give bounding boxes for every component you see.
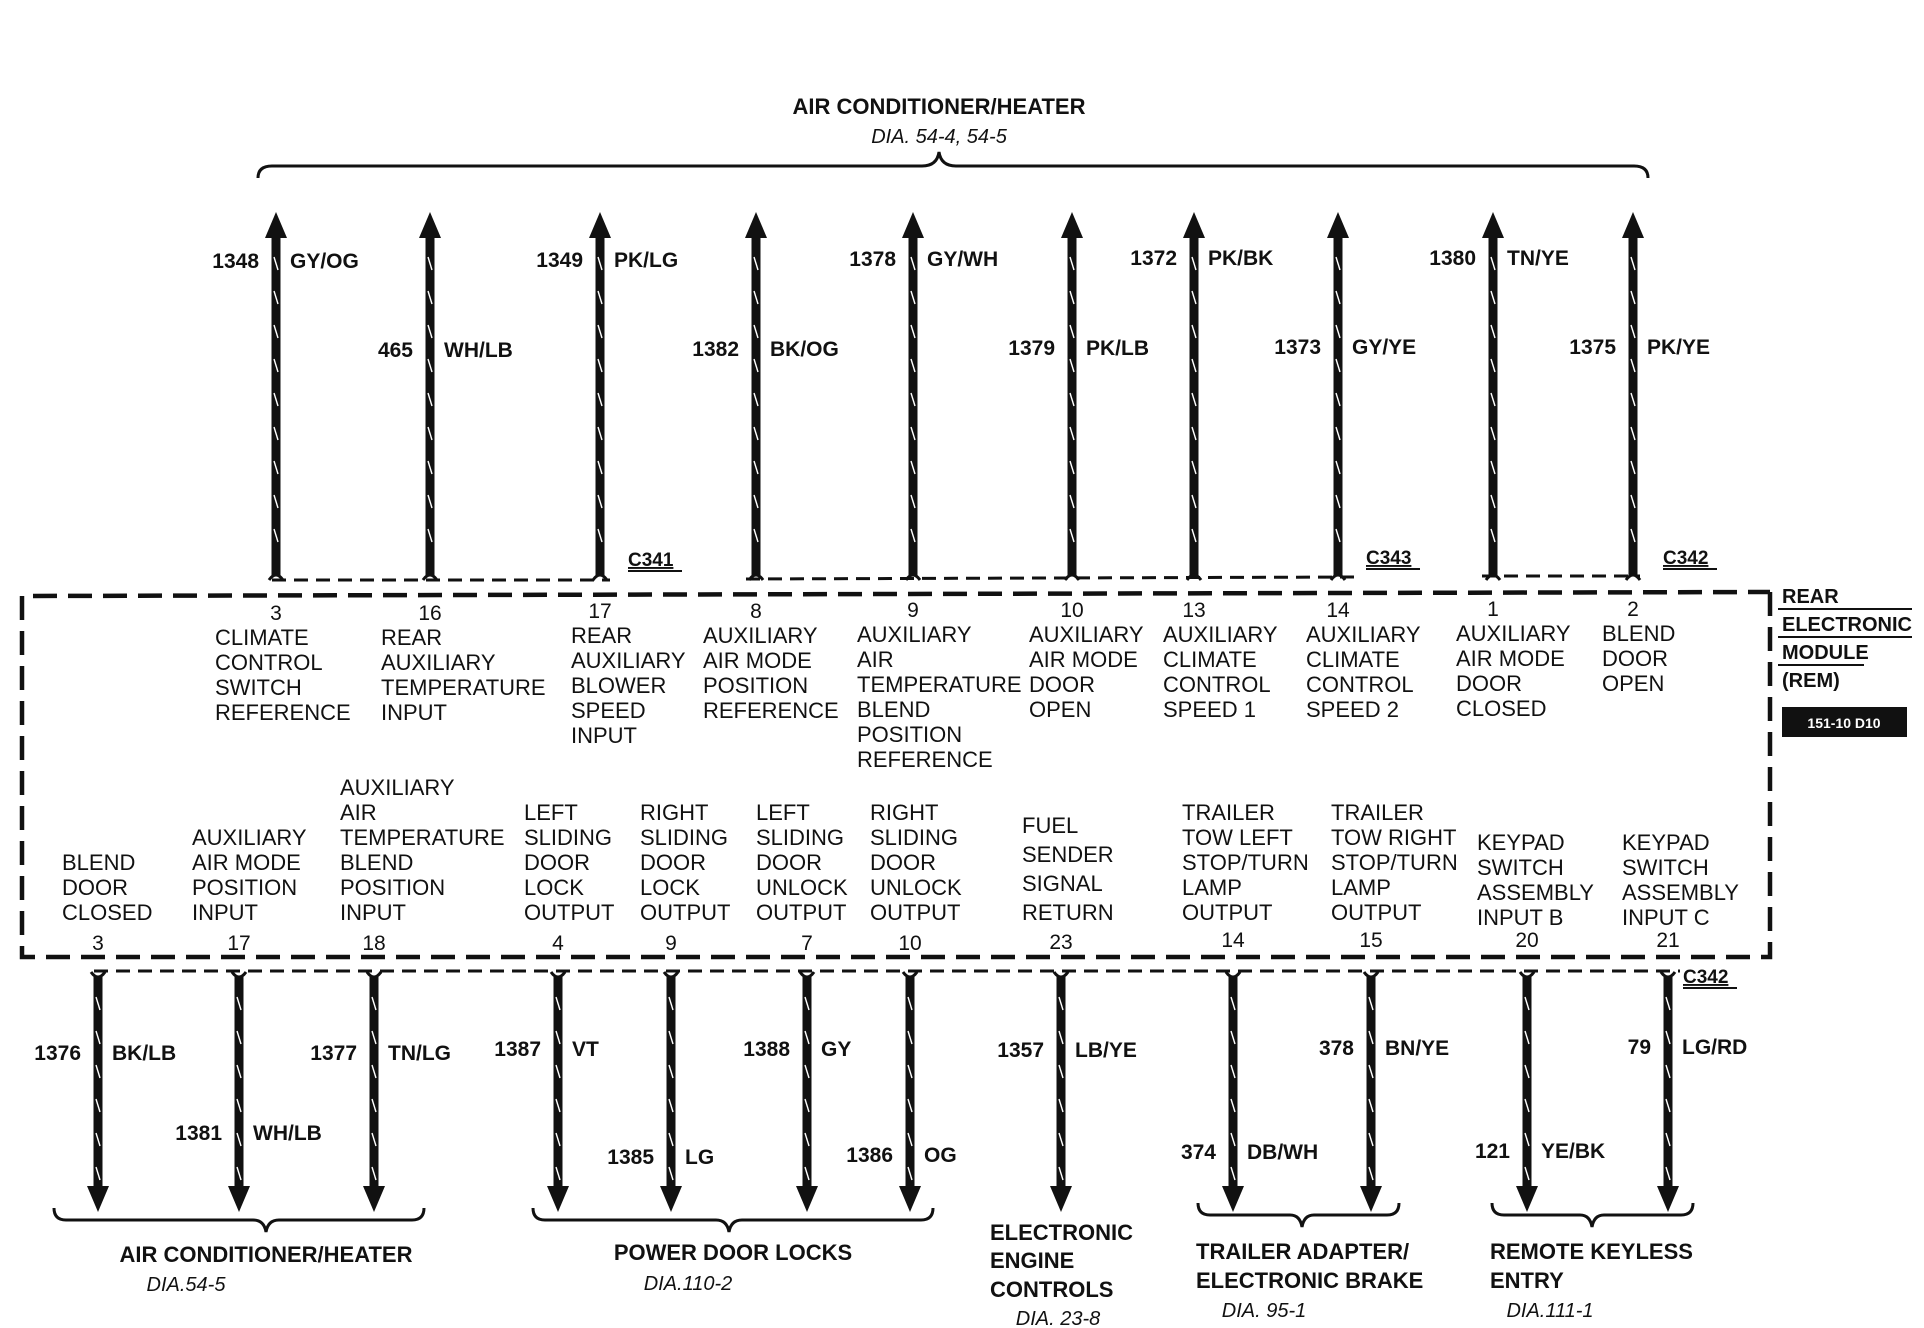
pin-description: OUTPUT [870,900,961,925]
top-wire-1349 [536,212,686,748]
pin-description: ASSEMBLY [1622,880,1739,905]
pin-description: TOW LEFT [1182,825,1293,850]
bottom-wire-1376 [34,850,176,1212]
circuit-number: 1388 [743,1038,790,1061]
wire-arrow [1482,212,1504,238]
bottom-group-1-title: AIR CONDITIONER/HEATER [119,1242,413,1267]
pin-description: SLIDING [756,825,845,850]
pin-description: REAR [381,625,443,650]
pin-description: AUXILIARY [703,623,818,648]
pin-description: SIGNAL [1022,871,1103,896]
circuit-number: 378 [1318,1037,1354,1060]
pin-description: DOOR [1029,672,1095,697]
pin-description: AIR MODE [192,850,301,875]
wire-arrow [228,1186,250,1212]
module-name-line-2: ELECTRONIC [1782,614,1912,636]
bottom-wire-1386 [846,800,962,1212]
pin-description: KEYPAD [1622,830,1710,855]
pin-description: DOOR [640,850,706,875]
bottom-brace-2 [533,1208,933,1232]
pin-description: SENDER [1022,842,1114,867]
wire-color: LB/YE [1075,1039,1137,1062]
module-name-line-4: (REM) [1782,670,1840,692]
wire-color: BK/OG [770,338,839,361]
pin-description: DOOR [870,850,936,875]
pin-number: 10 [1060,599,1084,622]
pin-description: UNLOCK [756,875,848,900]
wire-arrow [547,1186,569,1212]
circuit-number: 1381 [175,1122,222,1145]
pin-description: SWITCH [215,675,302,700]
circuit-number: 1349 [536,249,583,272]
pin-description: RIGHT [870,800,939,825]
connector-c341: C341 [628,550,674,571]
pin-description: INPUT [192,900,258,925]
bottom-group-3-title-1: ELECTRONIC [990,1220,1133,1245]
wire-arrow [796,1186,818,1212]
wire-terminal [593,575,607,580]
pin-description: OPEN [1602,671,1665,696]
pin-description: LAMP [1182,875,1242,900]
pin-description: DOOR [1602,646,1668,671]
connector-c342-top: C342 [1663,548,1709,569]
wire-arrow [1327,212,1349,238]
bottom-wire-1381 [175,825,322,1212]
bottom-wire-1387 [494,800,614,1212]
pin-number: 18 [362,932,386,955]
pin-description: CLIMATE [215,625,309,650]
pin-number: 20 [1515,929,1539,952]
pin-description: LEFT [756,800,810,825]
pin-description: KEYPAD [1477,830,1565,855]
pin-description: INPUT B [1477,905,1564,930]
wire-arrow [87,1186,109,1212]
bottom-wire-1388 [743,800,851,1212]
pin-description: TRAILER [1182,800,1275,825]
wire-color: GY/YE [1352,336,1417,359]
pin-description: AUXILIARY [381,650,496,675]
pin-description: INPUT C [1622,905,1710,930]
wire-color: LG/RD [1682,1036,1748,1059]
wire-arrow [902,212,924,238]
bottom-wire-121 [1475,830,1605,1212]
wire-color: LG [685,1146,715,1169]
bottom-group-3-dia: DIA. 23-8 [1015,1308,1101,1328]
pin-description: SWITCH [1622,855,1709,880]
pin-description: AUXILIARY [1456,621,1571,646]
pin-description: LOCK [524,875,584,900]
pin-description: INPUT [340,900,406,925]
top-group [258,94,1648,178]
bottom-group-2-dia: DIA.110-2 [643,1273,733,1295]
circuit-number: 1357 [997,1039,1044,1062]
pin-number: 1 [1487,598,1499,621]
pin-description: AUXILIARY [571,648,686,673]
pin-description: SWITCH [1477,855,1564,880]
pin-description: FUEL [1022,813,1079,838]
pin-number: 9 [665,932,677,955]
pin-description: AUXILIARY [1306,622,1421,647]
pin-description: CLOSED [1456,696,1547,721]
pin-description: BLEND [1602,621,1676,646]
top-group-title: AIR CONDITIONER/HEATER [792,94,1086,119]
circuit-number: 374 [1180,1141,1216,1164]
pin-number: 21 [1656,929,1680,952]
pin-number: 9 [907,599,919,622]
pin-description: AUXILIARY [340,775,455,800]
wire-color: PK/LG [614,249,679,272]
wire-color: TN/LG [388,1042,451,1065]
wire-color: WH/LB [444,339,513,362]
bottom-brace-5 [1492,1203,1693,1227]
bottom-group-5-title-1: REMOTE KEYLESS [1490,1239,1693,1264]
top-wire-1348 [212,212,359,725]
module-name-line-3: MODULE [1782,642,1869,664]
bottom-wires [34,775,1747,1212]
bottom-wire-79 [1622,830,1747,1212]
wire-color: DB/WH [1247,1141,1319,1164]
bottom-wire-374 [1181,800,1318,1212]
circuit-number: 465 [377,339,413,362]
pin-number: 17 [227,932,251,955]
circuit-number: 1387 [494,1038,541,1061]
bottom-wire-1377 [310,775,504,1212]
bottom-group-1-dia: DIA.54-5 [146,1274,226,1296]
wire-color: GY [821,1038,852,1061]
wire-color: WH/LB [253,1122,322,1145]
pin-number: 23 [1049,931,1073,954]
pin-number: 17 [588,600,612,623]
top-group-dia: DIA. 54-4, 54-5 [871,126,1007,148]
top-group-brace [258,152,1648,178]
pin-description: OUTPUT [524,900,615,925]
pin-description: BLEND [340,850,414,875]
wire-color: TN/YE [1507,247,1569,270]
pin-description: SPEED [571,698,646,723]
pin-description: AUXILIARY [857,622,972,647]
pin-description: REFERENCE [215,700,351,725]
top-wire-1382 [692,212,839,723]
pin-description: POSITION [340,875,446,900]
pin-number: 10 [898,932,922,955]
pin-description: BLEND [62,850,136,875]
pin-description: LEFT [524,800,578,825]
bottom-group-3-title-2: ENGINE [990,1248,1075,1273]
pin-description: SPEED 1 [1163,697,1256,722]
pin-number: 14 [1326,599,1350,622]
connector-c343: C343 [1366,548,1412,569]
pin-description: CLIMATE [1163,647,1257,672]
wire-arrow [363,1186,385,1212]
pin-description: TEMPERATURE [857,672,1022,697]
connector-line-c343 [746,577,1354,579]
wire-terminal [1626,575,1640,580]
top-wire-1372 [1130,212,1278,722]
pin-number: 15 [1359,929,1383,952]
pin-description: SLIDING [524,825,613,850]
pin-description: AIR MODE [703,648,812,673]
bottom-group-5-dia: DIA.111-1 [1506,1300,1594,1322]
pin-description: STOP/TURN [1331,850,1458,875]
pin-description: OUTPUT [640,900,731,925]
circuit-number: 1377 [310,1042,357,1065]
wire-arrow [1050,1186,1072,1212]
pin-description: CONTROL [1163,672,1271,697]
bottom-group-5-title-2: ENTRY [1490,1268,1564,1293]
wire-arrow [1516,1186,1538,1212]
pin-description: POSITION [192,875,298,900]
module-name-line-1: REAR [1782,586,1839,608]
wire-color: BK/LB [112,1042,177,1065]
wire-terminal [1331,575,1345,580]
circuit-number: 1385 [607,1146,654,1169]
pin-description: AIR MODE [1456,646,1565,671]
pin-description: TEMPERATURE [340,825,505,850]
pin-description: AUXILIARY [1029,622,1144,647]
wire-color: PK/YE [1647,336,1711,359]
bottom-group-4-dia: DIA. 95-1 [1221,1300,1307,1322]
circuit-number: 79 [1627,1036,1651,1059]
pin-description: CONTROL [1306,672,1414,697]
circuit-number: 1372 [1130,247,1177,270]
pin-description: ASSEMBLY [1477,880,1594,905]
bottom-group-4-title-1: TRAILER ADAPTER/ [1196,1239,1410,1264]
pin-description: AUXILIARY [192,825,307,850]
pin-description: OUTPUT [756,900,847,925]
pin-description: AUXILIARY [1163,622,1278,647]
wire-arrow [1622,212,1644,238]
wire-color: YE/BK [1541,1140,1606,1163]
wire-arrow [589,212,611,238]
top-wire-1373 [1274,212,1421,722]
pin-number: 13 [1182,599,1206,622]
wire-color: BN/YE [1385,1037,1450,1060]
wire-arrow [745,212,767,238]
top-wire-1375 [1569,212,1710,696]
pin-description: RIGHT [640,800,709,825]
wire-terminal [1065,575,1079,580]
pin-description: TEMPERATURE [381,675,546,700]
pin-description: OUTPUT [1182,900,1273,925]
pin-description: BLOWER [571,673,667,698]
circuit-number: 1380 [1429,247,1476,270]
wire-arrow [265,212,287,238]
pin-description: AIR MODE [1029,647,1138,672]
top-wire-1380 [1429,212,1571,721]
wire-color: VT [572,1038,599,1061]
pin-description: AIR [340,800,377,825]
pin-number: 8 [750,600,762,623]
pin-description: OUTPUT [1331,900,1422,925]
pin-description: RETURN [1022,900,1114,925]
wire-color: GY/WH [927,248,999,271]
pin-number: 2 [1627,598,1639,621]
top-wire-1379 [1008,212,1149,722]
bottom-group-3-title-3: CONTROLS [990,1277,1114,1302]
pin-description: DOOR [1456,671,1522,696]
pin-description: POSITION [703,673,809,698]
module-code: 151-10 D10 [1807,715,1881,731]
bottom-wire-378 [1319,800,1458,1212]
wire-color: PK/LB [1086,337,1149,360]
pin-description: INPUT [571,723,637,748]
pin-description: SPEED 2 [1306,697,1399,722]
pin-description: INPUT [381,700,447,725]
pin-description: UNLOCK [870,875,962,900]
circuit-number: 1376 [34,1042,81,1065]
wire-color: GY/OG [290,250,359,273]
pin-number: 4 [552,932,564,955]
top-wires [212,212,1710,772]
circuit-number: 1386 [846,1144,893,1167]
bottom-wire-1357 [997,813,1137,1212]
bottom-group-2-title: POWER DOOR LOCKS [613,1240,853,1265]
circuit-number: 121 [1474,1140,1510,1163]
pin-description: AIR [857,647,894,672]
wire-arrow [1061,212,1083,238]
pin-description: TRAILER [1331,800,1424,825]
pin-number: 16 [418,602,442,625]
pin-number: 3 [270,602,282,625]
wire-arrow [899,1186,921,1212]
pin-description: SLIDING [870,825,959,850]
pin-description: BLEND [857,697,931,722]
wire-color: OG [924,1144,957,1167]
pin-description: DOOR [756,850,822,875]
pin-description: REFERENCE [857,747,993,772]
bottom-wire-1385 [607,800,730,1212]
circuit-number: 1379 [1008,337,1055,360]
bottom-group-4-title-2: ELECTRONIC BRAKE [1196,1268,1424,1293]
pin-description: OPEN [1029,697,1092,722]
pin-number: 7 [801,932,813,955]
pin-description: TOW RIGHT [1331,825,1457,850]
circuit-number: 1348 [212,250,259,273]
wire-arrow [419,212,441,238]
pin-description: CLIMATE [1306,647,1400,672]
bottom-groups [54,1203,1693,1328]
pin-number: 14 [1221,929,1245,952]
circuit-number: 1373 [1274,336,1321,359]
pin-description: CONTROL [215,650,323,675]
top-wire-465 [378,212,546,725]
circuit-number: 1375 [1569,336,1616,359]
pin-description: LAMP [1331,875,1391,900]
connector-c342-bottom: C342 [1683,967,1729,988]
pin-description: LOCK [640,875,700,900]
pin-description: DOOR [62,875,128,900]
pin-number: 3 [92,932,104,955]
pin-description: STOP/TURN [1182,850,1309,875]
pin-description: POSITION [857,722,963,747]
wire-arrow [1360,1186,1382,1212]
wire-arrow [1222,1186,1244,1212]
circuit-number: 1378 [849,248,896,271]
wire-arrow [1657,1186,1679,1212]
pin-description: REFERENCE [703,698,839,723]
wire-color: PK/BK [1208,247,1274,270]
pin-description: REAR [571,623,633,648]
circuit-number: 1382 [692,338,739,361]
wire-arrow [660,1186,682,1212]
wire-arrow [1183,212,1205,238]
pin-description: SLIDING [640,825,729,850]
pin-description: CLOSED [62,900,153,925]
pin-description: DOOR [524,850,590,875]
top-wire-1378 [849,212,1021,772]
